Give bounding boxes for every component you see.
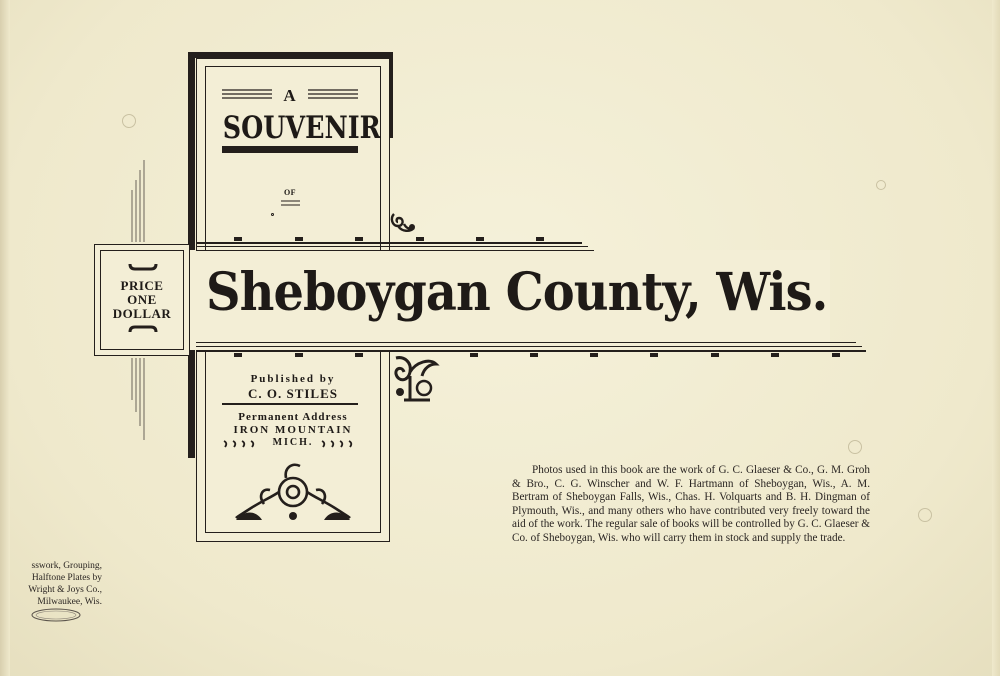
dot bbox=[271, 213, 274, 216]
bracket-top-icon bbox=[128, 262, 158, 272]
bracket-bottom-icon bbox=[128, 324, 158, 334]
band-tick bbox=[470, 353, 478, 357]
paper-speck bbox=[122, 114, 136, 128]
souvenir-underline bbox=[222, 146, 358, 153]
paper-speck bbox=[848, 440, 862, 454]
band-tick bbox=[416, 237, 424, 241]
credit-line3: Wright & Joys Co., bbox=[28, 585, 102, 595]
publisher-name: C. O. STILES bbox=[247, 386, 339, 401]
of-rules bbox=[280, 199, 302, 207]
band-tick bbox=[355, 353, 363, 357]
band-rule-top-3 bbox=[196, 250, 594, 251]
band-tick bbox=[234, 237, 242, 241]
band-tick bbox=[771, 353, 779, 357]
price-line3: DOLLAR bbox=[112, 306, 172, 321]
cover-heading: SOUVENIR bbox=[222, 110, 381, 146]
band-rule-bottom-2 bbox=[196, 346, 862, 347]
page-right-edge bbox=[992, 0, 1000, 676]
band-tick bbox=[711, 353, 719, 357]
scroll-ornament-icon bbox=[388, 208, 418, 236]
band-rule-top-1 bbox=[196, 242, 582, 244]
band-tick bbox=[590, 353, 598, 357]
hook-row-left-icon bbox=[222, 439, 266, 449]
band-rule-top-2 bbox=[196, 246, 588, 247]
credit-line2: Halftone Plates by bbox=[31, 573, 102, 583]
published-by: Published by bbox=[250, 373, 336, 385]
cover-title: Sheboygan County, Wis. bbox=[206, 262, 828, 323]
engraver-stamp bbox=[30, 608, 82, 622]
cover-article: A bbox=[283, 86, 297, 105]
corner-flourish-icon bbox=[234, 458, 352, 524]
band-tick bbox=[650, 353, 658, 357]
band-tick bbox=[832, 353, 840, 357]
address-line1: IRON MOUNTAIN bbox=[233, 424, 353, 436]
credit-line4: Milwaukee, Wis. bbox=[37, 597, 102, 607]
credit-line1: sswork, Grouping, bbox=[31, 561, 102, 571]
address-line2: MICH. bbox=[272, 437, 314, 448]
band-tick bbox=[234, 353, 242, 357]
band-tick bbox=[476, 237, 484, 241]
band-tick bbox=[295, 353, 303, 357]
photo-credits-paragraph: Photos used in this book are the work of G. C. Glaeser & Co., G. M. Groh & Bro., C. G. Winscher and W. F. Hartmann of Sheboygan, Wis., A. M. Bertram of Sheboygan Falls, Wis., Chas. H. Volquarts and B. H. Dingman of Plymouth, Wis., and many others who have contributed very freely toward the aid of the work. The regular sale of books will be controlled by G. C. Glaeser & Co. of Sheboygan, Wis. who will carry them in stock and supply the trade. bbox=[512, 464, 871, 544]
paper-speck bbox=[876, 180, 886, 190]
address-label: Permanent Address bbox=[238, 411, 348, 423]
band-tick bbox=[355, 237, 363, 241]
paper-speck bbox=[918, 508, 932, 522]
band-rule-bottom-3 bbox=[196, 350, 866, 352]
engraver-credit bbox=[8, 560, 102, 608]
band-rule-bottom-1 bbox=[196, 342, 856, 343]
price-line1: PRICE bbox=[120, 278, 164, 293]
hook-row-right-icon bbox=[320, 439, 364, 449]
floral-ornament-icon bbox=[390, 354, 442, 406]
cover-of: OF bbox=[283, 188, 297, 197]
price-line2: ONE bbox=[127, 292, 157, 307]
band-tick bbox=[536, 237, 544, 241]
publisher-rule bbox=[222, 403, 358, 405]
band-tick bbox=[530, 353, 538, 357]
band-tick bbox=[295, 237, 303, 241]
